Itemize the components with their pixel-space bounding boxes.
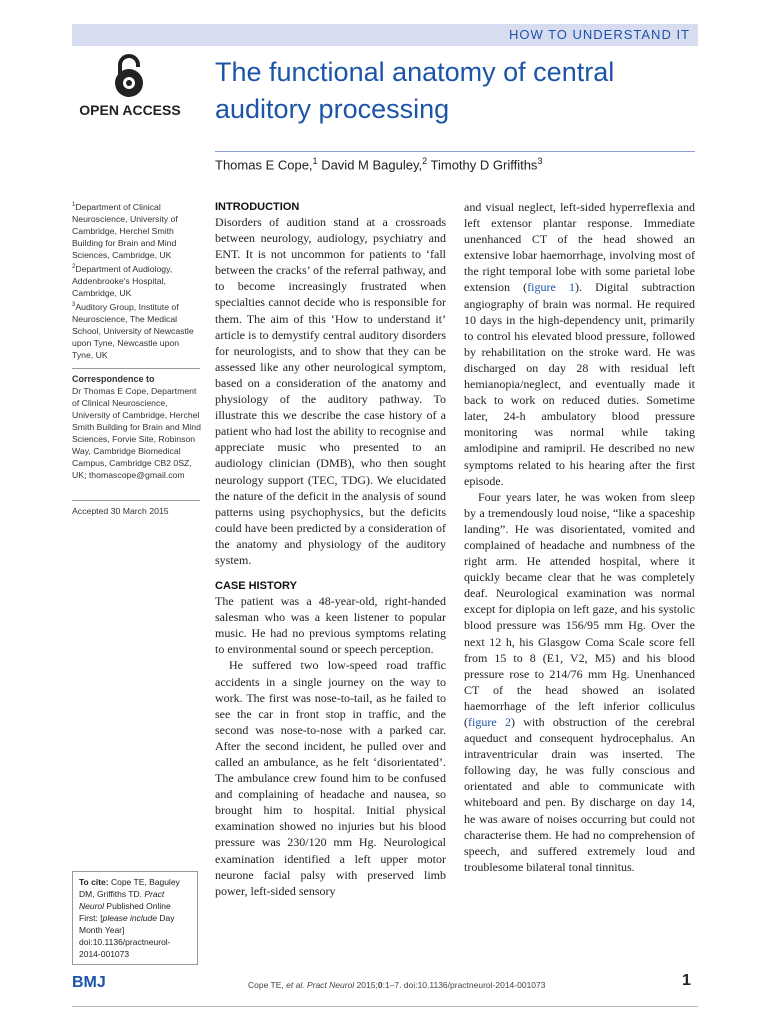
paragraph: The patient was a 48-year-old, right-handed salesman who was a keen listener to popular music. He had no previous symptoms relating to environmental sound or speech perception. xyxy=(215,594,446,657)
body-column-2 xyxy=(464,199,695,875)
paragraph: and visual neglect, left-sided hyperreflexia and left extensor plantar response. Immediate unenhanced CT of the head showed an extensive lobar haemorrhage, involving most of the right temporal lobe with some parietal lobe extension (figure 1). Digital subtraction angiography of brain was normal. He required 10 days in the high-dependency unit, primarily to control his elevated blood pressure, followed by rehabilitation on the stroke ward. He was discharged on day 28 with residual left hemianopia/neglect, and eventually made it back to work on reduced duties. Sometime later, 24-h ambulatory blood pressure monitoring was normal while taking amlodipine and ramipril. He described no new symptoms related to his hearing after the first episode. xyxy=(464,200,695,488)
author-sup: 2 xyxy=(422,156,428,166)
section-heading-case-history: CASE HISTORY xyxy=(215,580,297,593)
affiliation: $^2$Department of Audiology, Addenbrooke's Hospital, Cambridge, UK xyxy=(72,263,173,298)
body-column-1 xyxy=(215,199,446,899)
footer-divider xyxy=(72,1006,698,1007)
bmj-logo: BMJ xyxy=(72,974,106,991)
cite-label: To cite: xyxy=(79,877,109,887)
author-list xyxy=(215,156,542,172)
figure-2-link[interactable]: figure 2 xyxy=(468,715,511,729)
title-divider xyxy=(215,151,695,152)
author-name: David M Baguley, xyxy=(321,157,423,173)
author-name: Timothy D Griffiths xyxy=(430,157,538,173)
affiliation: $^3$Auditory Group, Institute of Neuroscience, The Medical School, University of Newcastle upon Tyne, Newcastle upon Tyne, UK xyxy=(72,301,194,360)
figure-1-link[interactable]: figure 1 xyxy=(527,280,575,295)
author-sup: 1 xyxy=(312,156,318,166)
accepted-date: Accepted 30 March 2015 xyxy=(72,506,169,516)
paragraph: Disorders of audition stand at a crossroads between neurology, audiology, psychiatry and ENT. It is not uncommon for patients to ‘fall between the cracks’ of the referral pathway, and to become increasingly frustrated when specialties cannot decide who is responsible for them. The aim of this ‘How to understand it’ article is to demystify central auditory disorders for neurologists, and to show that they can be assessed like any other neurological symptom, based on a consideration of the anatomy and physiology of the auditory pathway. To illustrate this we describe the case history of a patient who had lost the ability to recognise and appreciate music who presented to an audiology clinician (DMB), who then sought neurology support (TEC, TDG). We elucidated the nature of the deficit in the analysis of sound patterns using psychophysics, but the deficits could have been predicted by a consideration of the anatomy and physiology of the auditory system. xyxy=(215,215,446,567)
correspondence-heading: Correspondence to xyxy=(72,374,155,384)
page-number: 1 xyxy=(682,972,691,989)
author-name: Thomas E Cope, xyxy=(215,157,313,173)
paragraph: Four years later, he was woken from sleep by a tremendously loud noise, “like a spaceship landing”. He was disorientated, vomited and complained of headache and numbness of the right arm. He attended hospital, where it quickly became clear that he was completely deaf. Neurological examination was normal except for diplopia on left gaze, and his systolic blood pressure was 156/95 mm Hg. Over the next 12 h, his Glasgow Coma Scale score fell from 15 to 8 (E1, V2, M5) and his blood pressure rose to 214/76 mm Hg. Unenhanced CT of the head showed an isolated haemorrhage of the left inferior colliculus (figure 2) with obstruction of the cerebral aqueduct and consequent hydrocephalus. An intraventricular drain was inserted. The following day, he was fully conscious and orientated and able to communicate with whiteboard and pen. By discharge on day 14, he was aware of noises occurring but could not characterise them. He had no comprehension of speech, and suffered extremely loud and troublesome bilateral tonal tinnitus. xyxy=(464,489,695,874)
section-banner xyxy=(72,24,698,46)
open-access-lock-icon xyxy=(112,54,146,98)
open-access-label: OPEN ACCESS xyxy=(79,102,181,118)
article-title: The functional anatomy of central auditory processing xyxy=(215,57,615,124)
section-label: HOW TO UNDERSTAND IT xyxy=(508,27,690,42)
affiliations xyxy=(72,199,202,361)
sidebar-divider xyxy=(72,368,200,369)
affiliation: $^1$Department of Clinical Neuroscience, University of Cambridge, Herchel Smith Building for Brain and Mind Sciences, Cambridge, UK xyxy=(72,201,178,260)
author-sup: 3 xyxy=(537,156,543,166)
paragraph: He suffered two low-speed road traffic accidents in a single journey on the way to work. The first was nose-to-tail, as he failed to see the car in front stop in traffic, and the second was nose-to-nose with a parked car. After the second incident, he pulled over and called an ambulance, as he felt ‘disorientated’. The ambulance crew found him to be confused and complaining of headache and nausea, so brought him to hospital. Initial physical examination showed no injuries but his blood pressure was 230/120 mm Hg. Neurological examination identified a left upper motor neurone facial palsy with preserved limb power, left-sided sensory xyxy=(215,658,446,898)
correspondence-text: Dr Thomas E Cope, Department of Clinical Neuroscience, University of Cambridge, Herchel Smith Building for Brain and Mind Sciences, Forvie Site, Robinson Way, Cambridge Biomedical Campus, Cambridge CB2 0SZ, UK; thomascope@gmail.com xyxy=(72,386,201,480)
sidebar-divider xyxy=(72,500,200,501)
section-heading-introduction: INTRODUCTION xyxy=(215,201,300,213)
correspondence xyxy=(72,373,202,481)
cite-box: To cite: Cope TE, Baguley DM, Griffiths TD. Pract Neurol Published Online First: [please include Day Month Year] doi:10.1136/practneurol-2014-001073 xyxy=(72,871,198,965)
footer-citation: Cope TE, et al. Pract Neurol 2015;0:1–7. doi:10.1136/practneurol-2014-001073 xyxy=(248,980,546,990)
